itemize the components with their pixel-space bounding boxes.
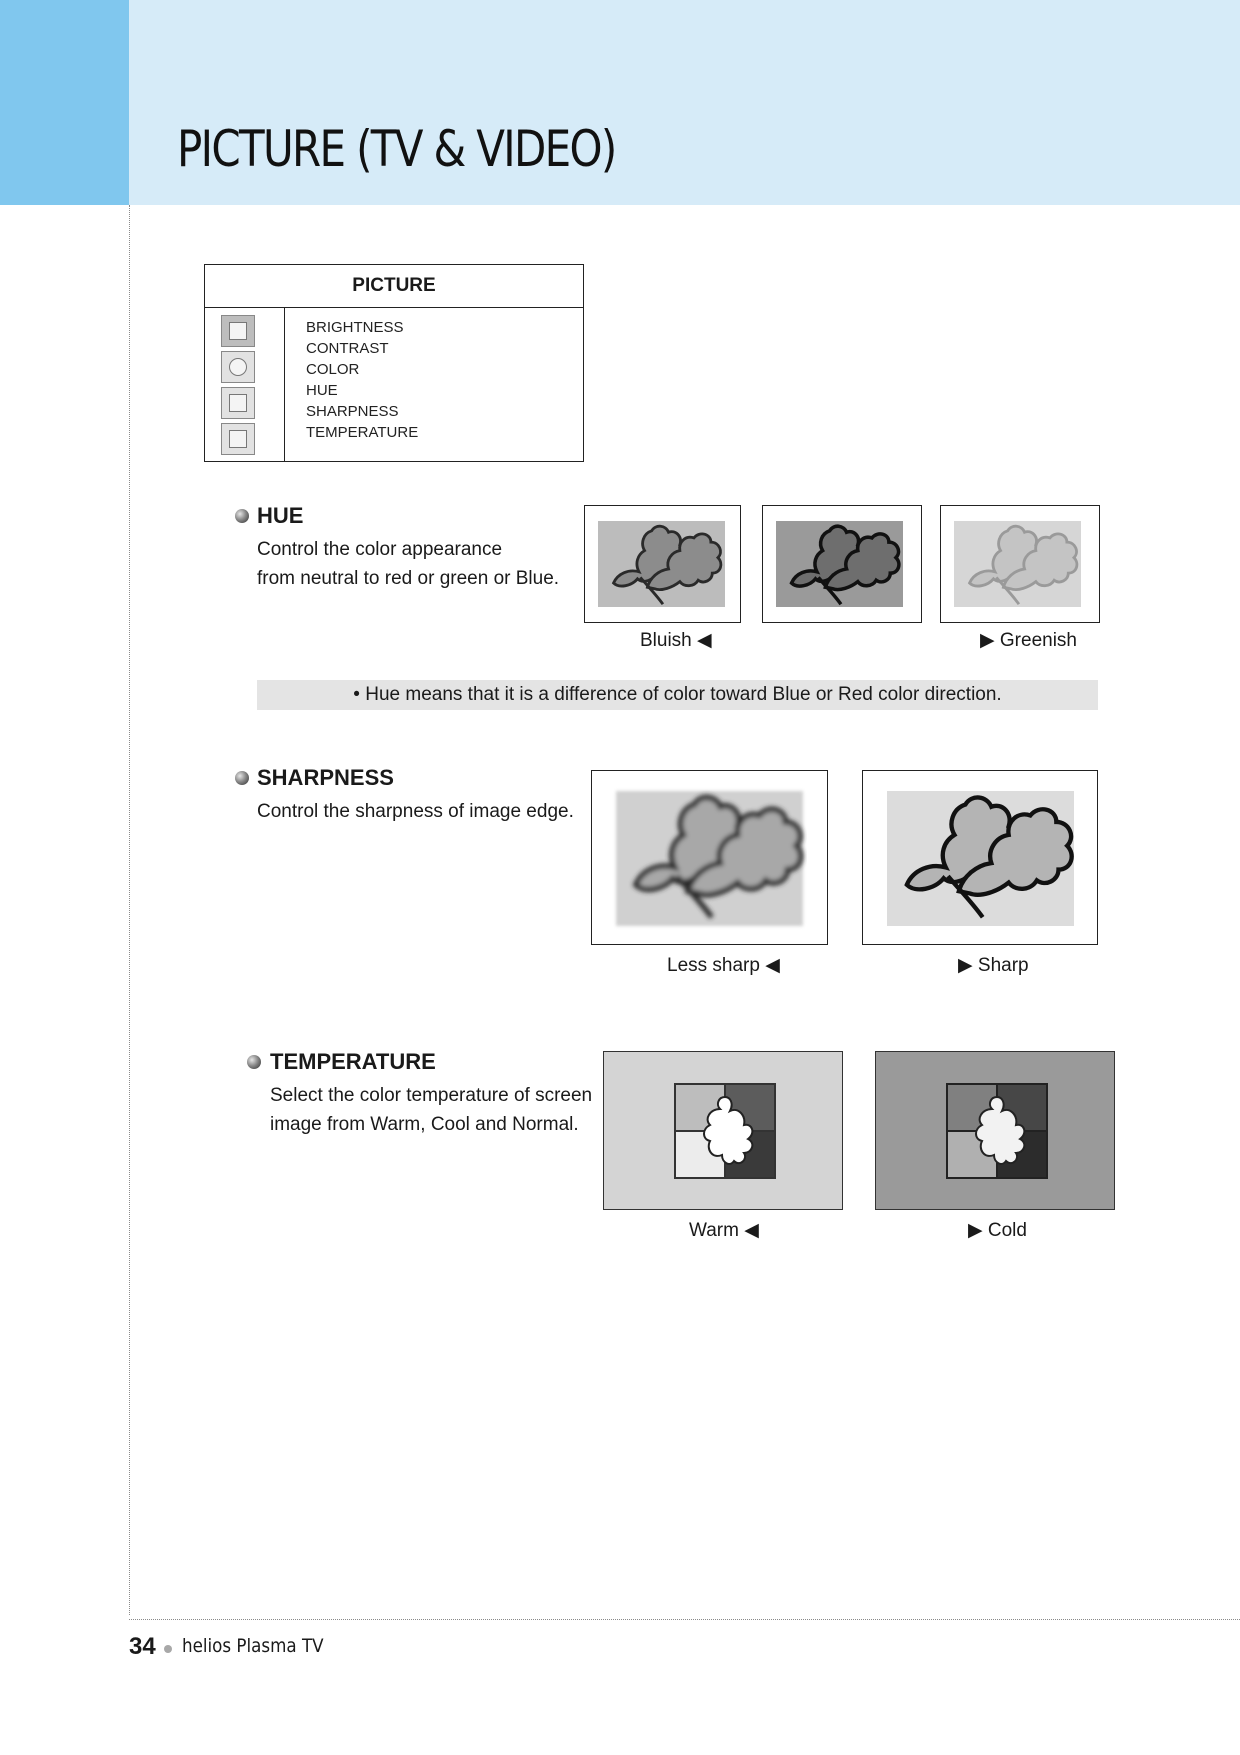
leaf-icon (636, 797, 801, 917)
hue-bullet-icon (235, 509, 249, 523)
temperature-title: TEMPERATURE (270, 1049, 436, 1074)
warm-image (603, 1051, 843, 1210)
menu-item-hue[interactable]: HUE (306, 382, 338, 399)
sharpness-caption-less: Less sharp ◀ (667, 955, 780, 976)
puzzle-icon (946, 1083, 1048, 1179)
hue-greenish-image (940, 505, 1100, 623)
footer-dot-icon (164, 1645, 172, 1653)
page-number: 34 (129, 1633, 156, 1660)
temperature-bullet-icon (247, 1055, 261, 1069)
setup-menu-icon[interactable] (221, 387, 255, 419)
menu-item-sharpness[interactable]: SHARPNESS (306, 403, 399, 420)
menu-item-temperature[interactable]: TEMPERATURE (306, 424, 419, 441)
page-title: PICTURE (TV & VIDEO) (177, 120, 616, 178)
temperature-caption-warm: Warm ◀ (689, 1220, 759, 1241)
puzzle-icon (674, 1083, 776, 1179)
leaf-icon (907, 797, 1072, 917)
sharpness-desc: Control the sharpness of image edge. (257, 801, 574, 822)
menu-icon-column (205, 307, 285, 461)
function-menu-icon[interactable] (221, 423, 255, 455)
menu-item-brightness[interactable]: BRIGHTNESS (306, 319, 404, 336)
bottom-rule (129, 1619, 1240, 1620)
hue-desc-line2: from neutral to red or green or Blue. (257, 568, 560, 589)
sound-menu-icon[interactable] (221, 351, 255, 383)
sharp-image (862, 770, 1098, 945)
temperature-desc-line2: image from Warm, Cool and Normal. (270, 1114, 579, 1135)
leaf-icon (792, 526, 899, 604)
hue-bluish-image (584, 505, 741, 623)
temperature-desc-line1: Select the color temperature of screen (270, 1085, 593, 1106)
sharpness-caption-sharp: ▶ Sharp (958, 955, 1029, 976)
temperature-caption-cold: ▶ Cold (968, 1220, 1027, 1241)
leaf-icon (970, 526, 1077, 604)
menu-item-contrast[interactable]: CONTRAST (306, 340, 389, 357)
hue-note: • Hue means that it is a difference of color toward Blue or Red color direction. (257, 680, 1098, 710)
hue-caption-greenish: ▶ Greenish (980, 630, 1077, 651)
header-tab (0, 0, 129, 205)
hue-desc-line1: Control the color appearance (257, 539, 503, 560)
menu-title: PICTURE (205, 265, 583, 308)
hue-neutral-image (762, 505, 922, 623)
hue-caption-bluish: Bluish ◀ (640, 630, 712, 651)
less-sharp-image (591, 770, 828, 945)
picture-menu-box (204, 264, 584, 462)
menu-items-list (306, 317, 418, 443)
sharpness-title: SHARPNESS (257, 765, 394, 790)
footer-brand: helios Plasma TV (182, 1635, 324, 1657)
menu-item-color[interactable]: COLOR (306, 361, 360, 378)
left-margin-rule (129, 205, 130, 1615)
cold-image (875, 1051, 1115, 1210)
leaf-icon (614, 526, 721, 604)
hue-title: HUE (257, 503, 304, 528)
sharpness-bullet-icon (235, 771, 249, 785)
picture-menu-icon[interactable] (221, 315, 255, 347)
